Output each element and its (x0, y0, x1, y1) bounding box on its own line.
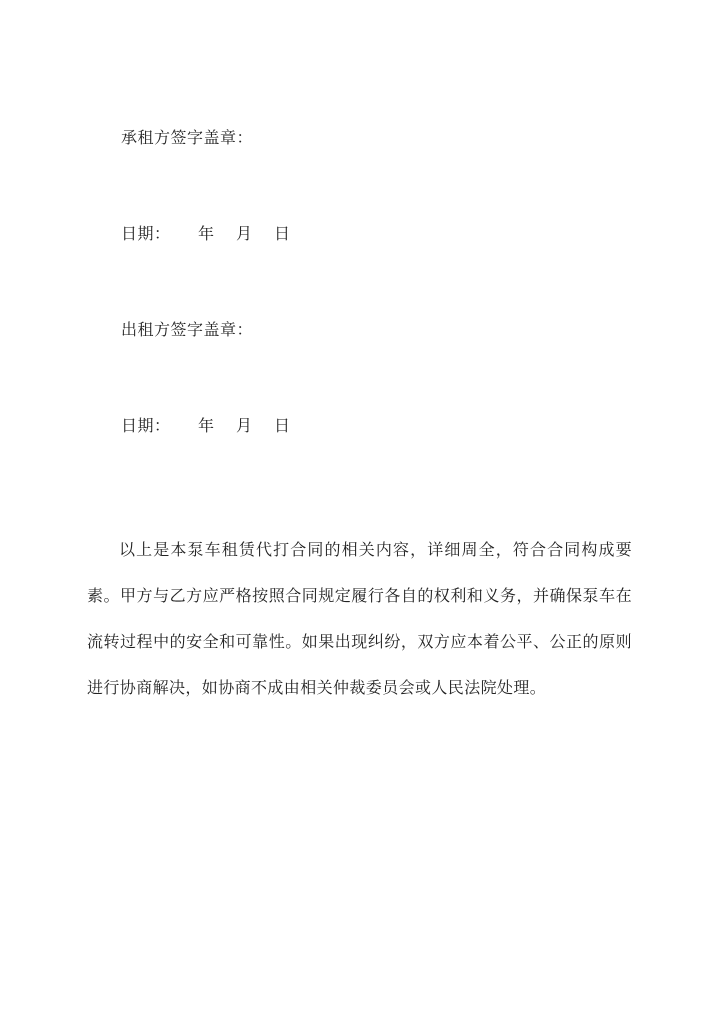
date-label: 日期： (121, 224, 171, 243)
date-year-unit: 年 (198, 416, 215, 435)
date-month-unit: 月 (236, 416, 253, 435)
lessor-signature-label: 出租方签字盖章： (121, 320, 254, 339)
date-day-unit: 日 (274, 416, 291, 435)
date-label: 日期： (121, 416, 171, 435)
lessee-signature-label: 承租方签字盖章： (121, 128, 254, 147)
lessee-date-row (121, 223, 291, 245)
date-month-unit: 月 (236, 224, 253, 243)
date-year-unit: 年 (198, 224, 215, 243)
date-day-unit: 日 (274, 224, 291, 243)
summary-paragraph: 以上是本泵车租赁代打合同的相关内容，详细周全，符合合同构成要素。甲方与乙方应严格按照合同规定履行各自的权利和义务，并确保泵车在流转过程中的安全和可靠性。如果出现纠纷，双方应本着公平、公正的原则进行协商解决，如协商不成由相关仲裁委员会或人民法院处理。 (87, 540, 632, 697)
lessor-date-row (121, 415, 291, 437)
